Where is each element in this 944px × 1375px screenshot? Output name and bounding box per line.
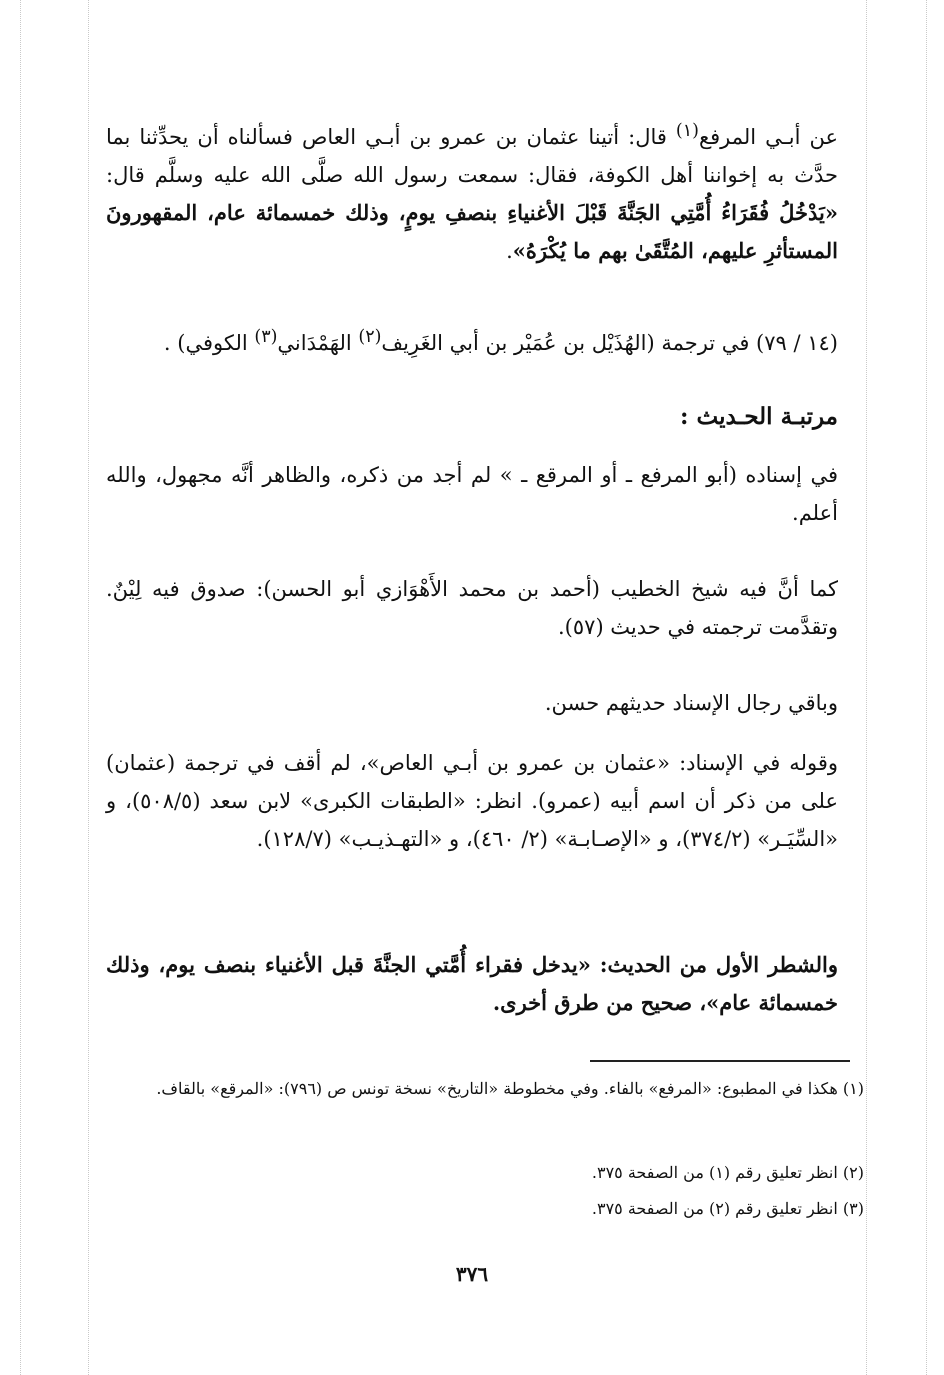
biography-ref-text: الكوفي) . [163,331,255,355]
narration-text: قال: أتينا عثمان بن عمرو بن أبـي العاص فسألناه أن يحدِّثنا بما حدَّث به إخواننا أهل الكوفة، فقال: سمعت رسول الله صلَّى الله عليه وسلَّم قال: [106,125,838,187]
hadith-paragraph [106,112,838,270]
footnote-divider [590,1060,850,1062]
footnote-1: (١) هكذا في المطبوع: «المرفع» بالفاء. وفي مخطوطة «التاريخ» نسخة تونس ص (٧٩٦): «المرقع» بالقاف. [156,1079,864,1098]
narrator-note-paragraph: كما أنَّ فيه شيخ الخطيب (أحمد بن محمد الأَهْوَازي أبو الحسن): صدوق فيه لِيْنٌ. وتقدَّمت ترجمته في حديث (٥٧). [106,577,838,639]
biography-ref-text: (١٤ / ٧٩) في ترجمة (الهُذَيْل بن عُمَيْر بن أبي الغَرِيف [381,331,838,355]
grading-paragraph: في إسناده (أبو المرفع ـ أو المرقع ـ » لم أجد من ذكره، والظاهر أنَّه مجهول، والله أعلم. [106,463,838,525]
scan-guide-line [866,0,867,1375]
isnad-note-paragraph: وقوله في الإسناد: «عثمان بن عمرو بن أبـي العاص»، لم أقف في ترجمة (عثمان) على من ذكر أن اسم أبيه (عمرو). انظر: «الطبقات الكبرى» لابن سعد (٥٠٨/٥)، و «السِّيَـر» (٣٧٤/٢)، و «الإصـابـة» (٢/ ٤٦٠)، و «التهـذيـب» (١٢٨/٧). [106,751,838,851]
footnote-ref-3: (٣) [254,327,278,347]
footnote-ref-2: (٢) [358,327,382,347]
period: . [506,239,513,263]
conclusion-paragraph: والشطر الأول من الحديث: «يدخل فقراء أُمَّتي الجنَّةَ قبل الأغنياء بنصف يوم، وذلك خمسمائة عام»، صحيح من طرق أخرى. [106,952,838,1015]
page-number: ٣٧٦ [455,1262,489,1286]
biography-ref-text: الهَمْدَاني [277,331,359,355]
footnote-2: (٢) انظر تعليق رقم (١) من الصفحة ٣٧٥. [591,1163,864,1182]
narrator-text: عن أبـي المرفع [698,125,838,149]
section-heading: مرتبـة الحـديث : [680,403,838,430]
scan-guide-line [926,0,927,1375]
scan-guide-line [88,0,89,1375]
chain-note-paragraph: وباقي رجال الإسناد حديثهم حسن. [544,691,838,715]
footnote-ref-1: (١) [675,121,699,141]
footnote-3: (٣) انظر تعليق رقم (٢) من الصفحة ٣٧٥. [591,1199,864,1218]
hadith-text: «يَدْخُلُ فُقَرَاءُ أُمَّتِي الجَنَّةَ قَبْلَ الأغنياءِ بنصفِ يومٍ، وذلك خمسمائة عام، المقهورونَ المستأثرِ عليهم، المُتَّقَىٰ بهم ما يُكْرَهُ» [106,200,838,263]
biography-reference [106,318,838,362]
scan-guide-line [20,0,21,1375]
